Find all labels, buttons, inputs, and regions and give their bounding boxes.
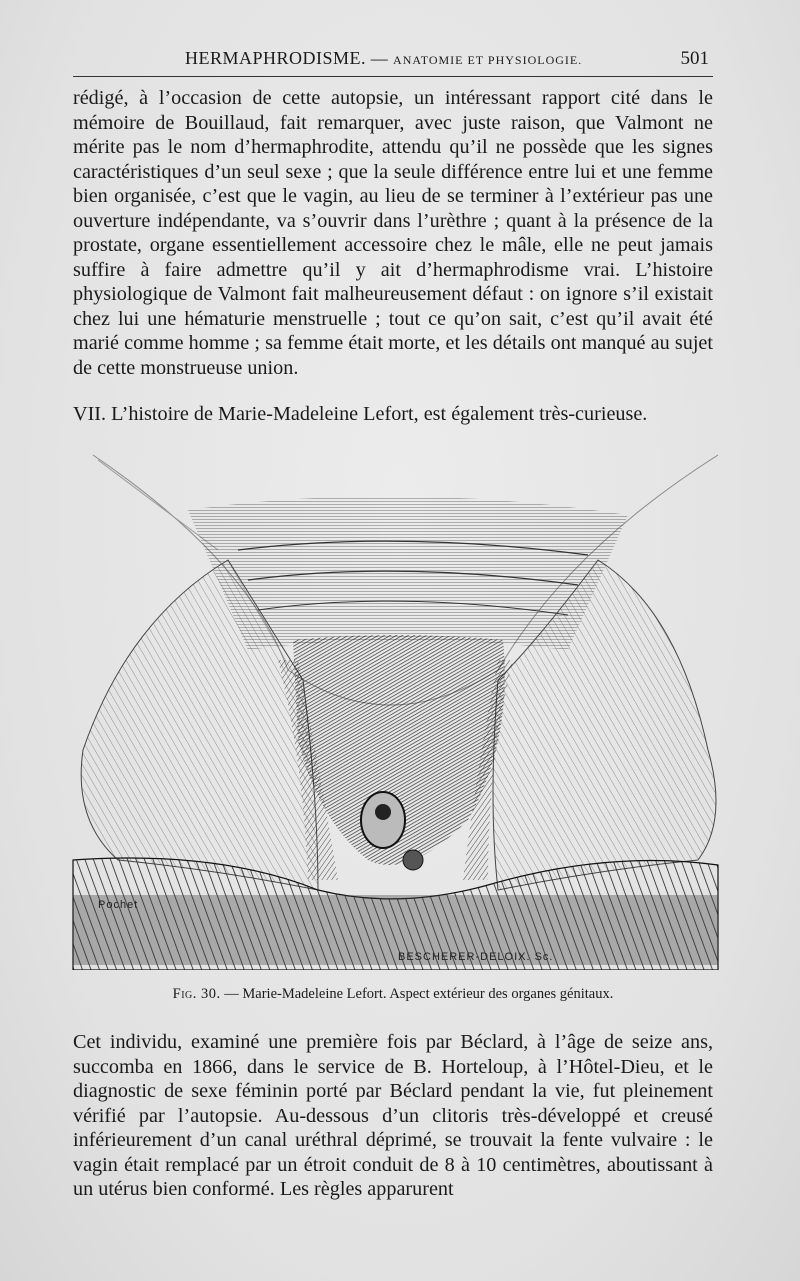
figure-caption <box>73 986 713 1003</box>
page-header <box>73 46 713 77</box>
paragraph-text: rédigé, à l’occasion de cette autopsie, un intéressant rapport cité dans le mémoire de Bouillaud, fait remarquer, avec juste raison, que Valmont ne mérite pas le nom d’hermaphrodite, attendu qu’il ne possède que les signes caractéristiques d’un seul sexe ; que la seule différence entre lui et une femme bien organisée, c’est que le vagin, au lieu de se terminer à l’extérieur pas une ouverture indépendante, va s’ouvrir dans l’urèthre ; quant à la présence de la prostate, organe essentiellement accessoire chez le mâle, elle ne peut jamais suffire à faire admettre qu’il y ait d’hermaphrodisme vrai. L’histoire physiologique de Valmont fait malheureusement défaut : on ignore s’il existait chez lui une hématurie menstruelle ; tout ce qu’on sait, c’est qu’il avait été marié comme homme ; sa femme était morte, et les détails ont manqué au sujet de cette monstrueuse union. <box>73 87 713 379</box>
engraver-signature-right: BESCHERER-DELOIX. Sc. <box>398 951 554 963</box>
running-head-title: HERMAPHRODISME. <box>185 48 367 68</box>
body-paragraph-bottom <box>73 1030 713 1202</box>
caption-dash: — <box>224 986 239 1002</box>
section-intro: VII. L’histoire de Marie-Madeleine Lefort, est également très-curieuse. <box>73 403 648 425</box>
body-paragraph-top <box>73 86 713 380</box>
running-head-subtitle: ANATOMIE ET PHYSIOLOGIE. <box>393 53 583 67</box>
running-head <box>185 48 582 69</box>
caption-text: Marie-Madeleine Lefort. Aspect extérieur des organes génitaux. <box>242 986 614 1002</box>
engraving-figure <box>68 440 723 970</box>
engraver-signature-left: Pochet <box>98 899 139 911</box>
running-head-dash: — <box>370 49 389 68</box>
paragraph-text: Cet individu, examiné une première fois par Béclard, à l’âge de seize ans, succomba en 1866, dans le service de B. Horteloup, à l’Hôtel-Dieu, et le diagnostic de sexe féminin porté par Béclard pendant la vie, fut pleinement vérifié par l’autopsie. Au-dessous d’un clitoris très-développé et creusé inférieurement d’un canal uréthral déprimé, se trouvait la fente vulvaire : le vagin était remplacé par un étroit conduit de 8 à 10 centimètres, aboutissant à un utérus bien conformé. Les règles apparurent <box>73 1031 713 1200</box>
page-number: 501 <box>680 48 709 69</box>
figure-label: Fig. 30. <box>172 986 221 1002</box>
engraving-illustration <box>68 440 723 970</box>
